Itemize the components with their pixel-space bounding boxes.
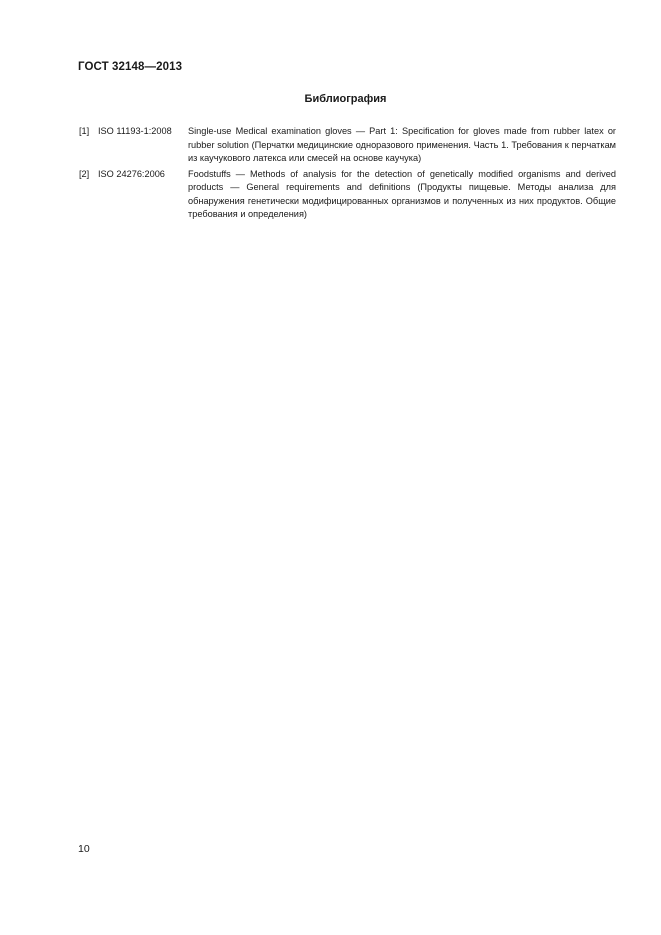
entry-standard-code: ISO 24276:2006 [98, 168, 165, 179]
bibliography-entry [79, 168, 616, 222]
bibliography-entry [79, 125, 616, 166]
bibliography-list [79, 125, 616, 224]
page-header-standard-code: ГОСТ 32148—2013 [78, 61, 183, 73]
entry-standard-code: ISO 11193-1:2008 [98, 126, 172, 136]
entry-number: [1] [79, 126, 90, 136]
bibliography-title: Библиография [304, 93, 387, 105]
entry-description: Single-use Medical examination gloves — Part 1: Specification for gloves made from rubber latex or rubber solution (Перчатки медицинские одноразового применения. Часть 1. Требования к перчаткам из каучукового латекса или смесей на основе каучука) [188, 126, 616, 163]
entry-description: Foodstuffs — Methods of analysis for the detection of genetically modified organisms and derived products — General requirements and definitions (Продукты пищевые. Методы анализа для обнаружения генетически модифицированных организмов и полученных из них продуктов. Общие требования и определения) [188, 168, 616, 219]
page-number: 10 [78, 843, 90, 855]
entry-number: [2] [79, 168, 90, 179]
